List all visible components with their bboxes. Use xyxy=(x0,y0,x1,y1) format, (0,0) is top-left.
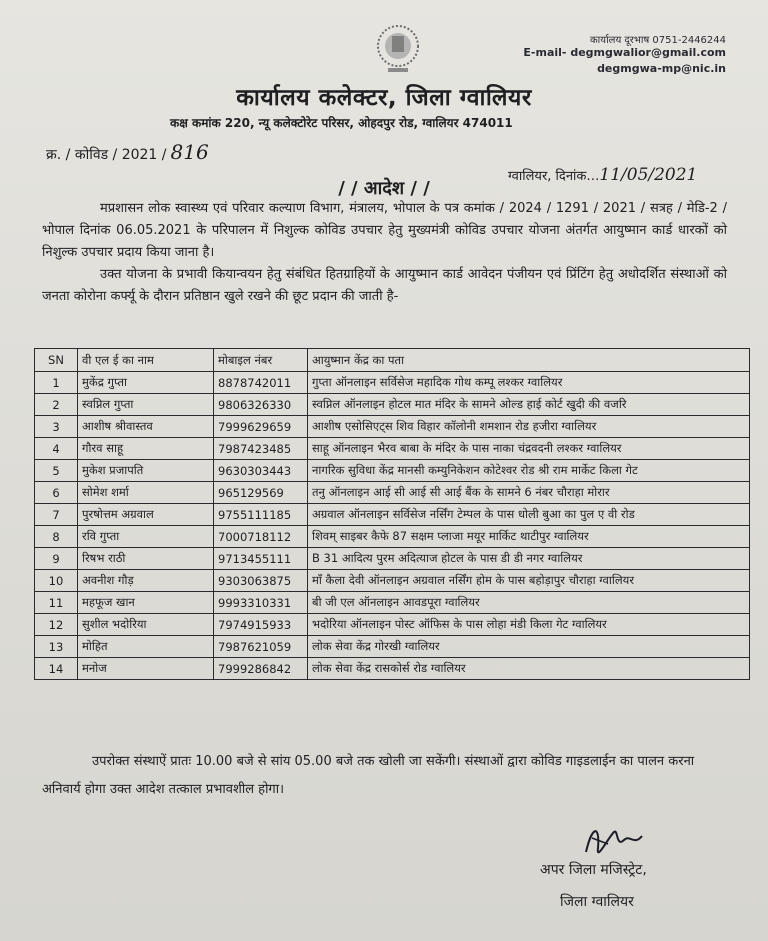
order-heading: / / आदेश / / xyxy=(338,178,430,199)
row-address: गुप्ता ऑनलाइन सर्विसेज महादिक गोथ कम्पू लश्कर ग्वालियर xyxy=(308,372,750,394)
row-mobile: 7999629659 xyxy=(214,416,308,438)
table-row xyxy=(35,548,750,570)
row-mobile: 9303063875 xyxy=(214,570,308,592)
row-address: बी जी एल ऑनलाइन आवडपूरा ग्वालियर xyxy=(308,592,750,614)
row-vle-name: मनोज xyxy=(78,658,214,680)
letter-reference xyxy=(46,140,209,164)
row-address: माँ कैला देवी ऑनलाइन अग्रवाल नर्सिंग होम के पास बहोड़ापुर चौराहा ग्वालियर xyxy=(308,570,750,592)
row-mobile: 7000718112 xyxy=(214,526,308,548)
letter-reference-prefix: क्र. / कोविड / 2021 / xyxy=(46,147,167,163)
order-paragraph-2: उक्त योजना के प्रभावी कियान्वयन हेतु संबंधित हितग्राहियों के आयुष्मान कार्ड आवेदन पंजीयन एवं प्रिंटिंग हेतु अधोदर्शित संस्थाओं को जनता कोरोना कर्फ्यू के दौरान प्रतिष्ठान खुले रखने की छूट प्रदान की जाती है- xyxy=(42,267,727,304)
row-mobile: 8878742011 xyxy=(214,372,308,394)
office-email-secondary: degmgwa-mp@nic.in xyxy=(597,62,726,75)
signatory-district: जिला ग्वालियर xyxy=(560,894,634,910)
table-row xyxy=(35,394,750,416)
row-sn: 8 xyxy=(35,526,78,548)
header-vle-name: वी एल ई का नाम xyxy=(78,349,214,372)
row-address: स्वप्निल ऑनलाइन होटल मात मंदिर के सामने ओल्ड हाई कोर्ट खुदी की वजरि xyxy=(308,394,750,416)
row-mobile: 9755111185 xyxy=(214,504,308,526)
row-mobile: 965129569 xyxy=(214,482,308,504)
row-address: आशीष एसोसिएट्स शिव विहार कॉलोनी शमशान रोड हजीरा ग्वालियर xyxy=(308,416,750,438)
office-phone: कार्यालय दूरभाष 0751-2446244 xyxy=(590,35,726,46)
table-row xyxy=(35,416,750,438)
row-address: तनु ऑनलाइन आई सी आई सी आई बैंक के सामने 6 नंबर चौराहा मोरार xyxy=(308,482,750,504)
office-title: कार्यालय कलेक्टर, जिला ग्वालियर xyxy=(236,85,532,111)
row-address: नागरिक सुविधा केंद्र मानसी कम्युनिकेशन कोटेश्वर रोड श्री राम मार्केट किला गेट xyxy=(308,460,750,482)
row-sn: 13 xyxy=(35,636,78,658)
signatory-designation: अपर जिला मजिस्ट्रेट, xyxy=(540,862,647,878)
row-sn: 1 xyxy=(35,372,78,394)
table-row xyxy=(35,570,750,592)
header-address: आयुष्मान केंद्र का पता xyxy=(308,349,750,372)
header-sn: SN xyxy=(35,349,78,372)
table-header-row xyxy=(35,349,750,372)
row-sn: 2 xyxy=(35,394,78,416)
centers-table xyxy=(34,348,750,680)
table-row xyxy=(35,460,750,482)
row-vle-name: पुरषोत्तम अग्रवाल xyxy=(78,504,214,526)
row-sn: 7 xyxy=(35,504,78,526)
letter-date: ग्वालियर, दिनांक…11/05/2021 xyxy=(508,165,698,185)
row-vle-name: स्वप्निल गुप्ता xyxy=(78,394,214,416)
row-vle-name: सुशील भदोरिया xyxy=(78,614,214,636)
row-address: साहू ऑनलाइन भैरव बाबा के मंदिर के पास नाका चंद्रवदनी लश्कर ग्वालियर xyxy=(308,438,750,460)
table-row xyxy=(35,482,750,504)
row-vle-name: मोहित xyxy=(78,636,214,658)
table-row xyxy=(35,658,750,680)
row-address: अग्रवाल ऑनलाइन सर्विसेज नर्सिंग टेम्पल के पास धोली बुआ का पुल ए वी रोड xyxy=(308,504,750,526)
table-row xyxy=(35,372,750,394)
date-label: ग्वालियर, दिनांक xyxy=(508,169,587,184)
row-address: लोक सेवा केंद्र रासकोर्स रोड ग्वालियर xyxy=(308,658,750,680)
row-mobile: 9806326330 xyxy=(214,394,308,416)
row-mobile: 7987621059 xyxy=(214,636,308,658)
table-row xyxy=(35,592,750,614)
row-mobile: 9993310331 xyxy=(214,592,308,614)
row-vle-name: गौरव साहू xyxy=(78,438,214,460)
row-vle-name: सोमेश शर्मा xyxy=(78,482,214,504)
national-emblem-icon xyxy=(372,22,424,82)
footer-paragraph: उपरोक्त संस्थाऐं प्रातः 10.00 बजे से सांय 05.00 बजे तक खोली जा सकेंगी। संस्थाओं द्वारा कोविड गाइडलाईन का पालन करना अनिवार्य होगा उक्त आदेश तत्काल प्रभावशील होगा। xyxy=(42,754,695,797)
row-vle-name: महफूज खान xyxy=(78,592,214,614)
row-vle-name: मुकेंद्र गुप्ता xyxy=(78,372,214,394)
row-sn: 12 xyxy=(35,614,78,636)
table-row xyxy=(35,504,750,526)
row-address: लोक सेवा केंद्र गोरखी ग्वालियर xyxy=(308,636,750,658)
row-sn: 3 xyxy=(35,416,78,438)
row-vle-name: मुकेश प्रजापति xyxy=(78,460,214,482)
row-mobile: 7987423485 xyxy=(214,438,308,460)
row-sn: 14 xyxy=(35,658,78,680)
row-address: B 31 आदित्य पुरम अदित्याज होटल के पास डी डी नगर ग्वालियर xyxy=(308,548,750,570)
row-mobile: 7974915933 xyxy=(214,614,308,636)
row-mobile: 9630303443 xyxy=(214,460,308,482)
letter-reference-number: 816 xyxy=(170,140,209,164)
date-value: 11/05/2021 xyxy=(599,165,698,185)
office-email-primary: E-mail- degmgwalior@gmail.com xyxy=(523,46,726,59)
table-row xyxy=(35,526,750,548)
row-mobile: 7999286842 xyxy=(214,658,308,680)
row-vle-name: रिषभ राठी xyxy=(78,548,214,570)
row-vle-name: अवनीश गौड़ xyxy=(78,570,214,592)
office-address: कक्ष कमांक 220, न्यू कलेक्टोरेट परिसर, ओहदपुर रोड, ग्वालियर 474011 xyxy=(170,116,513,130)
table-row xyxy=(35,636,750,658)
row-sn: 9 xyxy=(35,548,78,570)
table-row xyxy=(35,614,750,636)
row-address: शिवम् साइबर कैफे 87 सक्षम प्लाजा मयूर मार्किट थाटीपुर ग्वालियर xyxy=(308,526,750,548)
row-sn: 11 xyxy=(35,592,78,614)
order-paragraph-1: मप्रशासन लोक स्वास्थ्य एवं परिवार कल्याण विभाग, मंत्रालय, भोपाल के पत्र कमांक / 2024 / 1291 / 2021 / सत्रह / मेडि-2 / भोपाल दिनांक 06.05.2021 के परिपालन में निशुल्क कोविड उपचार हेतु मुख्यमंत्री कोविड उपचार योजना अंतर्गत आयुष्मान कार्ड धारकों को निशुल्क उपचार प्रदाय किया जाना है। xyxy=(42,201,727,260)
row-sn: 6 xyxy=(35,482,78,504)
row-vle-name: आशीष श्रीवास्तव xyxy=(78,416,214,438)
row-mobile: 9713455111 xyxy=(214,548,308,570)
row-sn: 10 xyxy=(35,570,78,592)
header-mobile: मोबाइल नंबर xyxy=(214,349,308,372)
row-vle-name: रवि गुप्ता xyxy=(78,526,214,548)
table-row xyxy=(35,438,750,460)
row-sn: 5 xyxy=(35,460,78,482)
row-sn: 4 xyxy=(35,438,78,460)
row-address: भदोरिया ऑनलाइन पोस्ट ऑफिस के पास लोहा मंडी किला गेट ग्वालियर xyxy=(308,614,750,636)
